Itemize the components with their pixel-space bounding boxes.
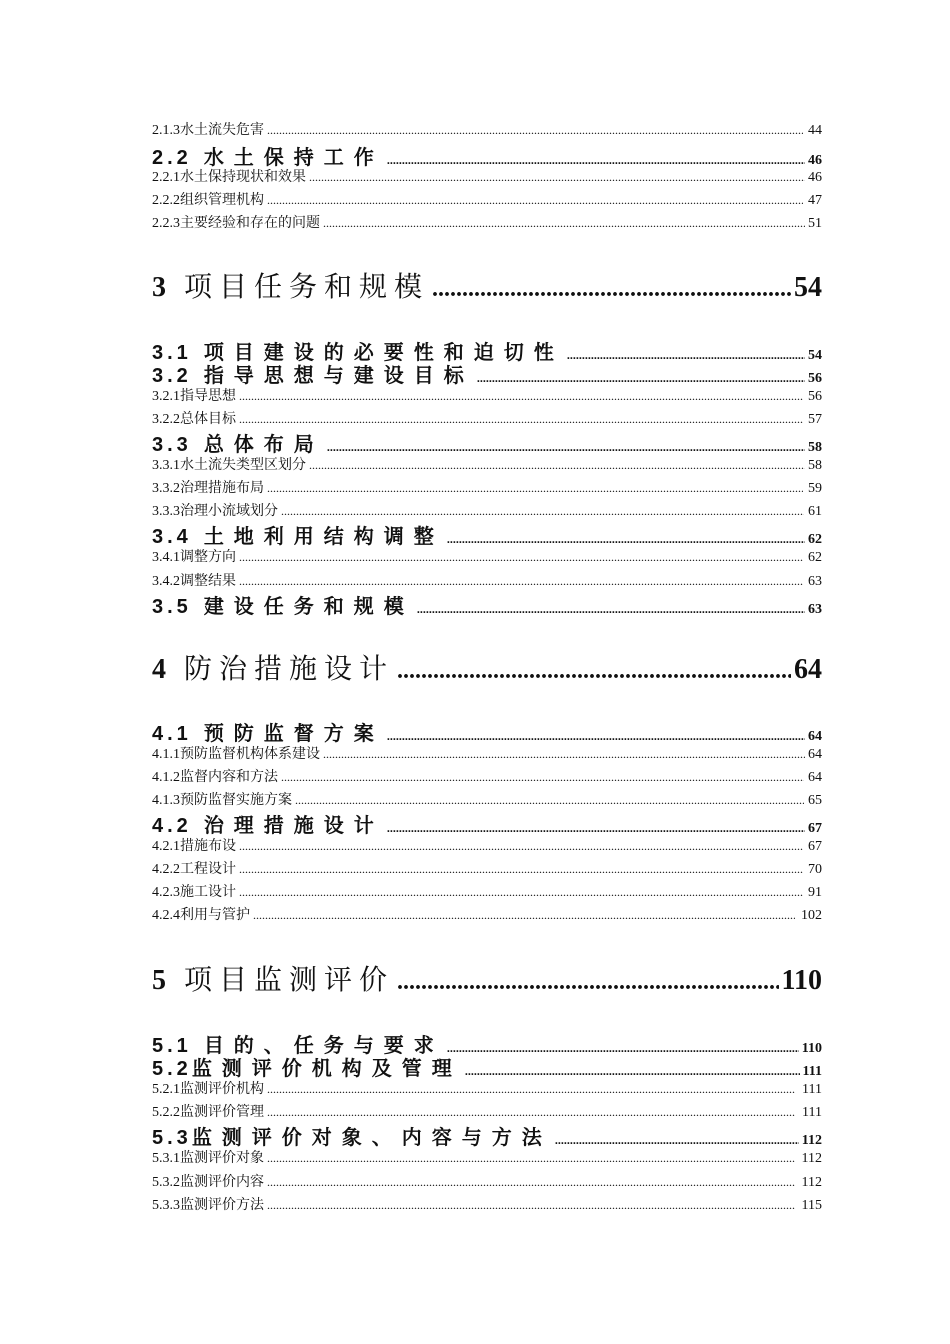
toc-entry-4-2-2[interactable] [152, 858, 822, 878]
toc-entry-4-1-3[interactable] [152, 789, 822, 809]
entry-title: 目的、任务与要求 [203, 1035, 444, 1057]
entry-title: 水土流失危害 [180, 123, 264, 138]
entry-title: 指导思想 [180, 389, 236, 404]
toc-entry-3-2[interactable] [152, 359, 822, 388]
entry-number: 3.3.3 [152, 504, 180, 519]
entry-number: 3.2 [152, 365, 192, 387]
chapter-number: 5 [152, 965, 166, 996]
toc-entry-3-3[interactable] [152, 428, 822, 457]
entry-page: 47 [808, 193, 822, 208]
entry-page: 112 [801, 1175, 822, 1190]
toc-entry-3-4-1[interactable] [152, 546, 822, 566]
toc-entry-5-3[interactable] [152, 1121, 822, 1150]
toc-entry-4-2-1[interactable] [152, 835, 822, 855]
dot-leader [397, 654, 791, 686]
entry-number: 5.2.1 [152, 1082, 180, 1097]
entry-page: 46 [808, 170, 822, 185]
entry-number: 5.3.1 [152, 1151, 180, 1166]
entry-number: 4.1.2 [152, 770, 180, 785]
dot-leader [239, 839, 803, 855]
chapter-number: 3 [152, 272, 166, 303]
entry-page: 46 [808, 153, 822, 168]
entry-title: 治理措施设计 [203, 815, 384, 837]
dot-leader [267, 1105, 795, 1121]
entry-title: 组织管理机构 [180, 193, 264, 208]
toc-entry-3-3-1[interactable] [152, 454, 822, 474]
entry-title: 水土保持现状和效果 [180, 170, 306, 185]
toc-entry-2-2-3[interactable] [152, 212, 822, 232]
entry-title: 调整结果 [180, 574, 236, 589]
chapter-title: 项目监测评价 [184, 965, 395, 996]
toc-entry-3-4[interactable] [152, 520, 822, 549]
entry-page: 67 [808, 839, 822, 854]
entry-number: 4.1 [152, 723, 192, 745]
chapter-number: 4 [152, 654, 166, 685]
entry-number: 5.3.2 [152, 1175, 180, 1190]
entry-page: 70 [808, 862, 822, 877]
toc-entry-5-3-1[interactable] [152, 1147, 822, 1167]
entry-title: 主要经验和存在的问题 [180, 216, 320, 231]
entry-number: 3.4 [152, 526, 192, 548]
toc-entry-4-1-1[interactable] [152, 743, 822, 763]
entry-page: 67 [808, 821, 822, 836]
entry-page: 59 [808, 481, 822, 496]
dot-leader [239, 862, 803, 878]
entry-title: 项目建设的必要性和迫切性 [203, 342, 564, 364]
chapter-title: 防治措施设计 [184, 654, 395, 685]
dot-leader [267, 1151, 795, 1167]
entry-page: 63 [808, 574, 822, 589]
entry-page: 112 [801, 1151, 822, 1166]
entry-title: 监测评价内容 [180, 1175, 264, 1190]
entry-title: 治理小流域划分 [180, 504, 278, 519]
toc-entry-3-3-3[interactable] [152, 500, 822, 520]
entry-title: 利用与管护 [180, 908, 250, 923]
entry-page: 110 [801, 1041, 822, 1056]
entry-number: 3.3 [152, 434, 192, 456]
entry-title: 监测评价对象 [180, 1151, 264, 1166]
entry-title: 措施布设 [180, 839, 236, 854]
dot-leader [239, 885, 803, 901]
chapter-page: 64 [794, 654, 822, 685]
chapter-title: 项目任务和规模 [184, 272, 430, 303]
toc-entry-3-5[interactable] [152, 590, 822, 619]
entry-page: 58 [808, 440, 822, 455]
dot-leader [397, 965, 779, 997]
toc-entry-3-2-2[interactable] [152, 408, 822, 428]
entry-page: 56 [808, 371, 822, 386]
dot-leader [267, 193, 803, 209]
entry-number: 5.3.3 [152, 1198, 180, 1213]
entry-title: 监测评价管理 [180, 1105, 264, 1120]
toc-chapter-4[interactable] [152, 647, 822, 687]
toc-entry-5-3-2[interactable] [152, 1171, 822, 1191]
entry-page: 111 [802, 1105, 822, 1120]
entry-title: 土地利用结构调整 [203, 526, 444, 548]
entry-page: 64 [808, 747, 822, 762]
toc-entry-3-2-1[interactable] [152, 385, 822, 405]
entry-page: 65 [808, 793, 822, 808]
entry-title: 建设任务和规模 [203, 596, 414, 618]
toc-entry-3-3-2[interactable] [152, 477, 822, 497]
dot-leader [253, 908, 795, 924]
toc-entry-2-1-3[interactable] [152, 119, 822, 139]
entry-number: 4.2.3 [152, 885, 180, 900]
toc-entry-2-2-2[interactable] [152, 189, 822, 209]
dot-leader [281, 770, 804, 786]
entry-title: 监测评价机构 [180, 1082, 264, 1097]
entry-title: 总体布局 [203, 434, 324, 456]
dot-leader [267, 1082, 795, 1098]
entry-title: 监测评价机构及管理 [191, 1058, 462, 1080]
entry-page: 111 [802, 1064, 822, 1079]
entry-number: 2.2.2 [152, 193, 180, 208]
dot-leader [239, 389, 803, 405]
entry-number: 3.2.2 [152, 412, 180, 427]
entry-page: 111 [802, 1082, 822, 1097]
chapter-page: 110 [781, 965, 822, 996]
dot-leader [239, 574, 803, 590]
entry-number: 4.2.2 [152, 862, 180, 877]
dot-leader [323, 747, 805, 763]
dot-leader [267, 481, 803, 497]
entry-page: 54 [808, 348, 822, 363]
toc-entry-4-2-4[interactable] [152, 904, 822, 924]
entry-title: 工程设计 [180, 862, 236, 877]
entry-title: 调整方向 [180, 550, 236, 565]
entry-number: 4.2.1 [152, 839, 180, 854]
entry-title: 水土流失类型区划分 [180, 458, 306, 473]
entry-page: 63 [808, 602, 822, 617]
dot-leader [323, 216, 805, 232]
entry-title: 预防监督方案 [203, 723, 384, 745]
entry-number: 4.1.3 [152, 793, 180, 808]
toc-entry-3-4-2[interactable] [152, 570, 822, 590]
entry-number: 5.1 [152, 1035, 192, 1057]
entry-title: 水土保持工作 [203, 147, 384, 169]
dot-leader [309, 458, 805, 474]
dot-leader [239, 412, 803, 428]
dot-leader [281, 504, 804, 520]
toc-entry-5-2[interactable] [152, 1052, 822, 1081]
dot-leader [309, 170, 805, 186]
entry-number: 3.3.2 [152, 481, 180, 496]
toc-entry-5-2-2[interactable] [152, 1101, 822, 1121]
dot-leader [239, 550, 803, 566]
entry-page: 102 [801, 908, 822, 923]
entry-number: 4.2.4 [152, 908, 180, 923]
entry-number: 3.5 [152, 596, 192, 618]
toc-entry-4-2-3[interactable] [152, 881, 822, 901]
dot-leader [432, 272, 791, 304]
entry-title: 指导思想与建设目标 [203, 365, 474, 387]
dot-leader [267, 1175, 795, 1191]
entry-number: 5.3 [152, 1127, 192, 1149]
entry-title: 施工设计 [180, 885, 236, 900]
entry-number: 2.2 [152, 147, 192, 169]
entry-number: 2.1.3 [152, 123, 180, 138]
dot-leader [267, 123, 803, 139]
dot-leader [417, 596, 805, 619]
entry-page: 62 [808, 532, 822, 547]
chapter-page: 54 [794, 272, 822, 303]
toc-entry-2-2-1[interactable] [152, 166, 822, 186]
entry-number: 4.2 [152, 815, 192, 837]
entry-page: 91 [808, 885, 822, 900]
entry-title: 监测评价方法 [180, 1198, 264, 1213]
entry-number: 2.2.3 [152, 216, 180, 231]
toc-entry-4-1[interactable] [152, 717, 822, 746]
entry-number: 3.4.2 [152, 574, 180, 589]
entry-number: 5.2 [152, 1058, 192, 1080]
toc-chapter-5[interactable] [152, 958, 822, 998]
entry-page: 115 [801, 1198, 822, 1213]
entry-number: 3.4.1 [152, 550, 180, 565]
entry-title: 监测评价对象、内容与方法 [191, 1127, 552, 1149]
entry-page: 64 [808, 770, 822, 785]
toc-entry-5-2-1[interactable] [152, 1078, 822, 1098]
entry-page: 62 [808, 550, 822, 565]
entry-page: 51 [808, 216, 822, 231]
toc-entry-4-1-2[interactable] [152, 766, 822, 786]
entry-title: 预防监督机构体系建设 [180, 747, 320, 762]
entry-number: 4.1.1 [152, 747, 180, 762]
dot-leader [295, 793, 804, 809]
entry-page: 112 [801, 1133, 822, 1148]
entry-number: 2.2.1 [152, 170, 180, 185]
entry-number: 3.1 [152, 342, 192, 364]
entry-page: 57 [808, 412, 822, 427]
entry-page: 61 [808, 504, 822, 519]
entry-title: 预防监督实施方案 [180, 793, 292, 808]
entry-title: 监督内容和方法 [180, 770, 278, 785]
toc-entry-5-3-3[interactable] [152, 1194, 822, 1214]
entry-page: 56 [808, 389, 822, 404]
entry-number: 3.2.1 [152, 389, 180, 404]
entry-number: 5.2.2 [152, 1105, 180, 1120]
toc-entry-4-2[interactable] [152, 809, 822, 838]
entry-title: 治理措施布局 [180, 481, 264, 496]
dot-leader [267, 1198, 795, 1214]
entry-title: 总体目标 [180, 412, 236, 427]
entry-page: 58 [808, 458, 822, 473]
entry-page: 64 [808, 729, 822, 744]
entry-page: 44 [808, 123, 822, 138]
toc-chapter-3[interactable] [152, 265, 822, 305]
entry-number: 3.3.1 [152, 458, 180, 473]
